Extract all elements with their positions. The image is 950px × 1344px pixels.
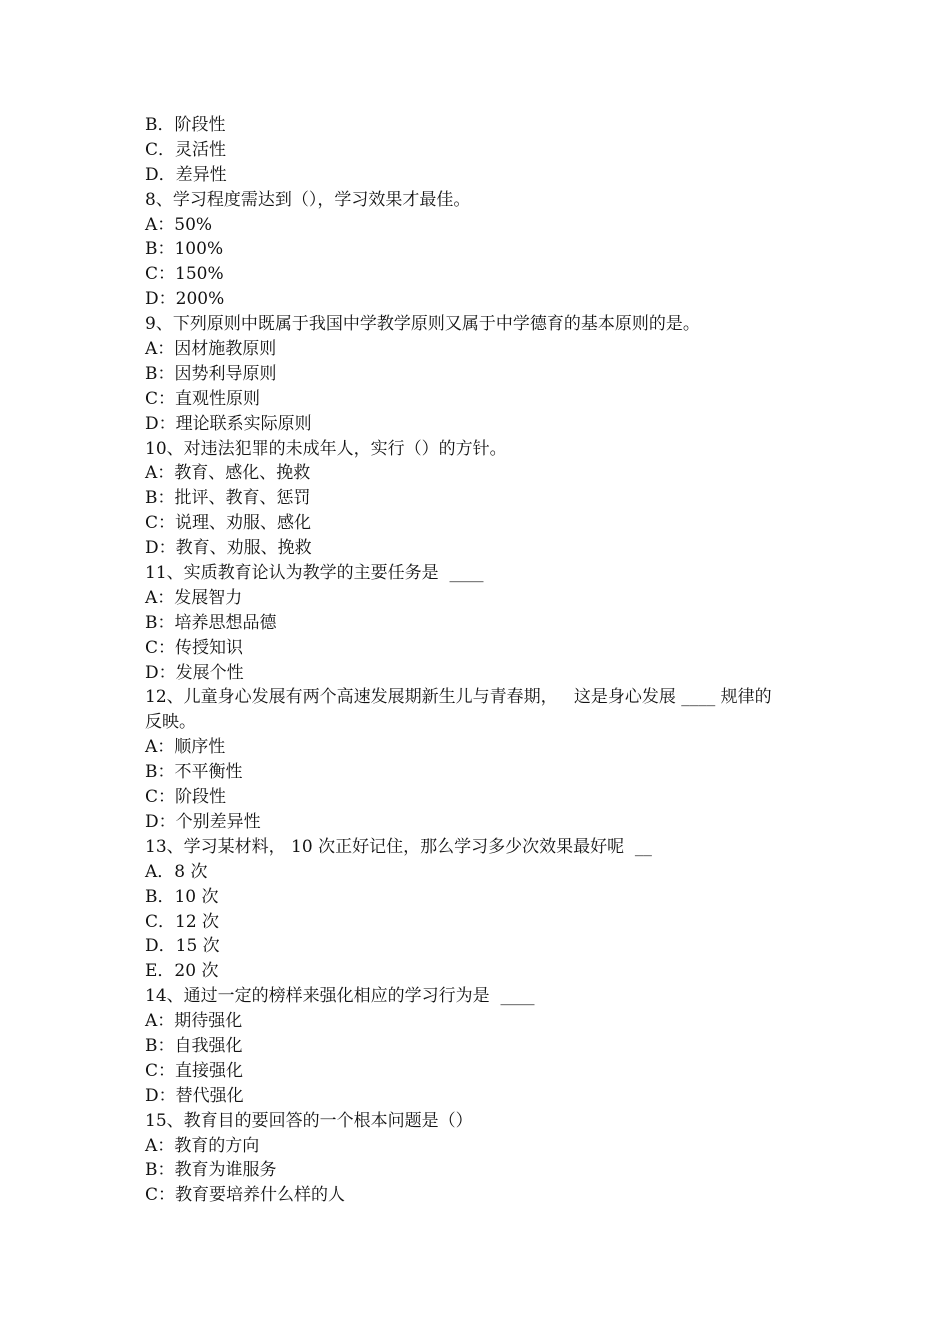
question-8: 8、学习程度需达到（），学习效果才最佳。 — [145, 189, 471, 210]
option-b-q9: B：因势利导原则 — [145, 363, 277, 384]
question-13: 13、学习某材料， 10 次正好记住，那么学习多少次效果最好呢 __ — [145, 836, 652, 857]
question-14: 14、通过一定的榜样来强化相应的学习行为是 ____ — [145, 986, 535, 1007]
option-c-q7: C．灵活性 — [145, 139, 227, 160]
option-a-q9: A：因材施教原则 — [145, 339, 277, 360]
option-c-q14: C：直接强化 — [145, 1060, 244, 1081]
option-d-q9: D：理论联系实际原则 — [145, 413, 312, 434]
option-c-q12: C：阶段性 — [145, 787, 227, 808]
option-c-q10: C：说理、劝服、感化 — [145, 513, 312, 534]
option-e-q13: E．20 次 — [145, 961, 219, 982]
option-b-q8: B：100% — [145, 239, 224, 260]
option-b-q12: B：不平衡性 — [145, 762, 243, 783]
option-d-q7: D．差异性 — [145, 164, 227, 185]
option-c-q13: C．12 次 — [145, 911, 220, 932]
option-d-q11: D：发展个性 — [145, 662, 244, 683]
option-a-q15: A：教育的方向 — [145, 1135, 260, 1156]
option-a-q8: A：50% — [145, 214, 213, 235]
option-a-q13: A．8 次 — [145, 861, 208, 882]
option-b-q11: B：培养思想品德 — [145, 612, 277, 633]
question-9: 9、下列原则中既属于我国中学教学原则又属于中学德育的基本原则的是。 — [145, 314, 700, 335]
option-a-q12: A：顺序性 — [145, 737, 226, 758]
option-a-q14: A：期待强化 — [145, 1011, 243, 1032]
question-11: 11、实质教育论认为教学的主要任务是 ____ — [145, 563, 484, 584]
option-c-q9: C：直观性原则 — [145, 388, 261, 409]
option-d-q8: D：200% — [145, 289, 225, 310]
question-15: 15、教育目的要回答的一个根本问题是（） — [145, 1110, 473, 1131]
option-c-q11: C：传授知识 — [145, 637, 244, 658]
option-b-q10: B：批评、教育、惩罚 — [145, 488, 311, 509]
option-d-q14: D：替代强化 — [145, 1085, 244, 1106]
option-c-q15: C：教育要培养什么样的人 — [145, 1185, 346, 1206]
option-d-q13: D．15 次 — [145, 936, 220, 957]
option-b-q14: B：自我强化 — [145, 1035, 243, 1056]
option-c-q8: C：150% — [145, 264, 224, 285]
question-12: 12、儿童身心发展有两个高速发展期新生儿与青春期， 这是身心发展 ____ 规律的 — [145, 687, 772, 708]
question-10: 10、对违法犯罪的未成年人，实行（）的方针。 — [145, 438, 507, 459]
option-b-q15: B：教育为谁服务 — [145, 1160, 277, 1181]
option-b-q7: B．阶段性 — [145, 115, 226, 135]
document-page — [145, 113, 825, 1208]
option-b-q13: B．10 次 — [145, 886, 219, 907]
option-a-q11: A：发展智力 — [145, 587, 243, 608]
option-d-q12: D：个别差异性 — [145, 811, 261, 832]
option-a-q10: A：教育、感化、挽救 — [145, 463, 311, 484]
question-12-continued: 反映。 — [145, 712, 196, 733]
option-d-q10: D：教育、劝服、挽救 — [145, 538, 312, 559]
